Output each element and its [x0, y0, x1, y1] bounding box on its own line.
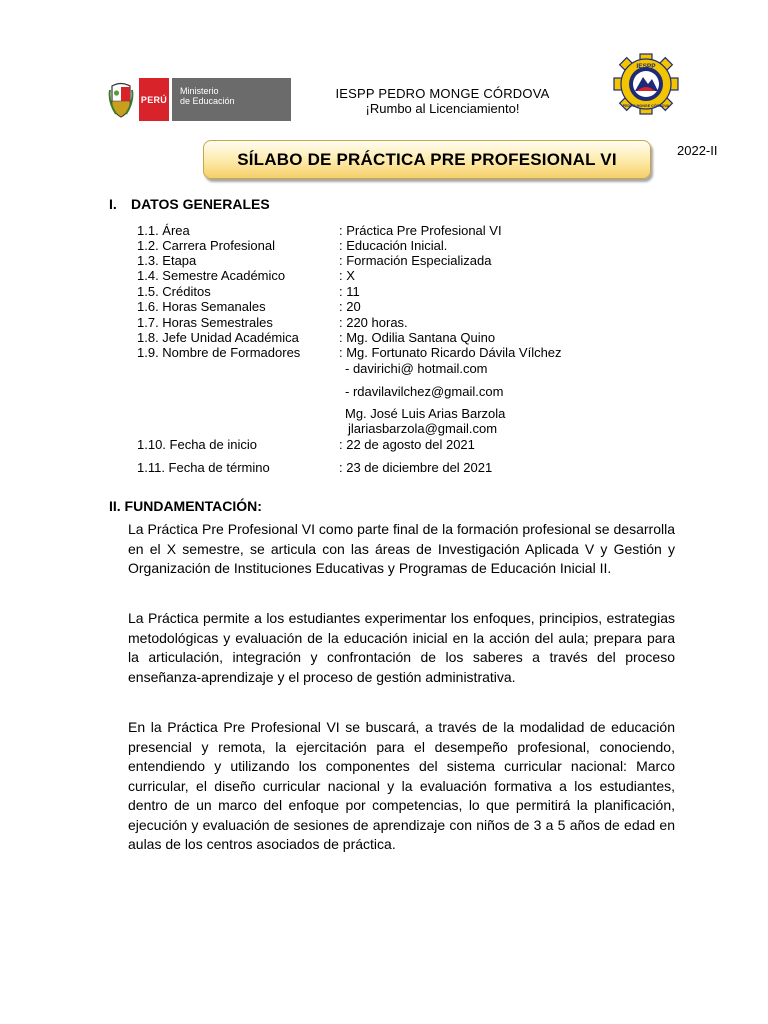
peru-brand-block: PERÚ — [139, 78, 169, 121]
document-title: SÍLABO DE PRÁCTICA PRE PROFESIONAL VI — [237, 149, 617, 169]
institution-motto: ¡Rumbo al Licenciamiento! — [365, 101, 520, 116]
datos-label: 1.3. Etapa — [137, 253, 197, 268]
section-title-text: DATOS GENERALES — [131, 196, 270, 212]
formador-name: Mg. José Luis Arias Barzola — [345, 406, 506, 421]
iespp-logo-ring-text: PEDRO MONGE CÓRDOVA — [622, 104, 670, 108]
section-number: I. — [109, 196, 117, 212]
datos-label: 1.1. Área — [137, 223, 190, 238]
datos-label: 1.8. Jefe Unidad Académica — [137, 330, 299, 345]
datos-label: 1.4. Semestre Académico — [137, 268, 286, 283]
fundamentacion-paragraph: La Práctica Pre Profesional VI como parte final de la formación profesional se desarrolla en el X semestre, se articula con las áreas de Investigación Aplicada V y Gestión y Organización de Instituciones Educativas y Programas de Educación Inicial II. — [128, 521, 675, 576]
datos-label: 1.11. Fecha de término — [137, 460, 270, 475]
datos-label: 1.10. Fecha de inicio — [137, 437, 257, 452]
datos-value: : Mg. Fortunato Ricardo Dávila Vílchez — [339, 345, 562, 360]
document-title-box — [203, 140, 651, 179]
datos-value: : 22 de agosto del 2021 — [339, 437, 475, 452]
section-datos-generales-title — [109, 196, 270, 212]
datos-label: 1.7. Horas Semestrales — [137, 315, 273, 330]
section-fundamentacion-title: II. FUNDAMENTACIÓN: — [109, 498, 262, 514]
datos-label: 1.9. Nombre de Formadores — [137, 345, 301, 360]
datos-value: : 220 horas. — [339, 315, 408, 330]
ministerio-line1: Ministerio — [180, 86, 219, 96]
datos-value: : Práctica Pre Profesional VI — [339, 223, 502, 238]
datos-value: : Formación Especializada — [339, 253, 492, 268]
formador-email: - davirichi@ hotmail.com — [345, 361, 488, 376]
ministerio-educacion-logo — [108, 78, 291, 121]
datos-label: 1.5. Créditos — [137, 284, 211, 299]
iespp-logo-text: IESPP — [636, 63, 656, 70]
datos-value: : 11 — [339, 284, 360, 299]
datos-value: : 23 de diciembre del 2021 — [339, 460, 493, 475]
formador-email: jlariasbarzola@gmail.com — [348, 421, 498, 436]
formador-email: - rdavilavilchez@gmail.com — [345, 384, 504, 399]
datos-value: : X — [339, 268, 355, 283]
datos-label: 1.6. Horas Semanales — [137, 299, 266, 314]
datos-value: : Mg. Odilia Santana Quino — [339, 330, 496, 345]
ministerio-brand-block — [169, 78, 291, 121]
datos-value: : Educación Inicial. — [339, 238, 448, 253]
institution-name: IESPP PEDRO MONGE CÓRDOVA — [335, 86, 550, 101]
datos-value: : 20 — [339, 299, 361, 314]
fundamentacion-paragraph: En la Práctica Pre Profesional VI se buscará, a través de la modalidad de educación presencial y remota, la ejercitación para el desempeño profesional, conociendo, entendiendo y utilizando los componentes del sistema curricular nacional: Marco curricular, el diseño curricular nacional y la evaluación formativa a los estudiantes, dentro de un marco del enfoque por competencias, lo que permitirá la planificación, ejecución y evaluación de sesiones de aprendizaje con niños de 3 a 5 años de edad en aulas de los centros asociados de práctica. — [128, 719, 675, 852]
academic-period: 2022-II — [677, 143, 718, 158]
ministerio-line2: de Educación — [180, 96, 235, 106]
datos-label: 1.2. Carrera Profesional — [137, 238, 276, 253]
iespp-logo — [613, 53, 679, 115]
peru-coat-of-arms-icon — [108, 78, 134, 121]
fundamentacion-paragraph: La Práctica permite a los estudiantes experimentar los enfoques, principios, estrategias metodológicas y evaluación de la educación inicial en la acción del aula; prepara para la articulación, integración y confrontación de los saberes a través del proceso enseñanza-aprendizaje y el proceso de gestión administrativa. — [128, 610, 675, 685]
